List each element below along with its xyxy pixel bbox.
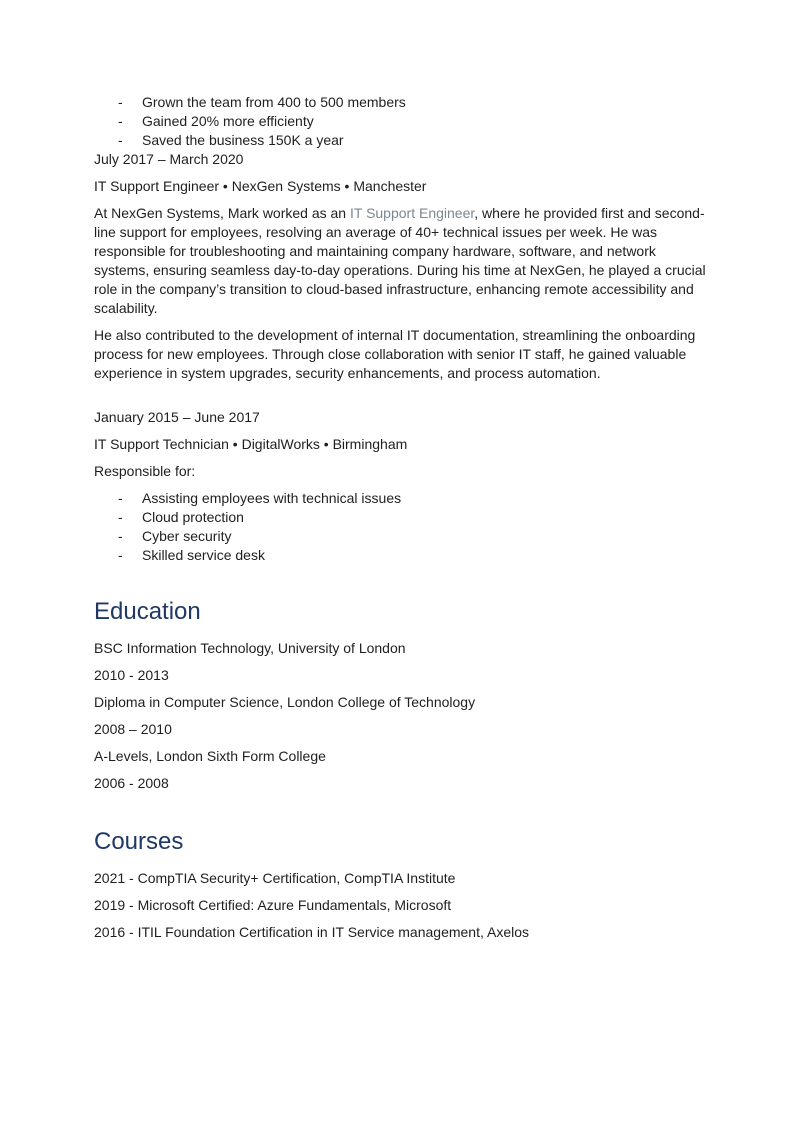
job-description-paragraph [94,204,706,318]
education-entry-dates: 2006 - 2008 [94,775,169,791]
list-item [94,93,706,112]
list-item [94,112,706,131]
list-item [94,131,706,150]
courses-heading: Courses [94,828,184,855]
education-entry-title: Diploma in Computer Science, London College of Technology [94,694,476,710]
duty-text: Skilled service desk [142,547,265,563]
list-item [94,546,706,565]
achievement-text: Gained 20% more efficienty [142,113,314,129]
education-heading: Education [94,598,201,625]
duty-text: Assisting employees with technical issues [142,490,402,506]
job-title-line: IT Support Engineer • NexGen Systems • Manchester [94,178,427,194]
job-dates: July 2017 – March 2020 [94,151,244,167]
job-entry-digitalworks [94,408,706,565]
duties-list [94,489,706,565]
education-section [94,597,706,793]
duty-text: Cyber security [142,528,232,544]
education-entry-dates: 2010 - 2013 [94,667,169,683]
achievement-list [94,93,706,150]
experience-section [94,93,706,565]
course-entry: 2019 - Microsoft Certified: Azure Fundamentals, Microsoft [94,897,452,913]
dash-bullet: - [118,113,123,129]
dash-bullet: - [118,528,123,544]
education-entry-dates: 2008 – 2010 [94,721,172,737]
dash-bullet: - [118,94,123,110]
duty-text: Cloud protection [142,509,244,525]
job-title-line: IT Support Technician • DigitalWorks • Birmingham [94,436,408,452]
education-entry-title: BSC Information Technology, University of London [94,640,406,656]
dash-bullet: - [118,547,123,563]
course-entry: 2016 - ITIL Foundation Certification in IT Service management, Axelos [94,924,530,940]
education-entry-title: A-Levels, London Sixth Form College [94,748,326,764]
dash-bullet: - [118,509,123,525]
highlighted-role-text: IT Support Engineer [349,205,475,221]
list-item [94,489,706,508]
dash-bullet: - [118,490,123,506]
courses-section [94,827,706,942]
achievement-text: Grown the team from 400 to 500 members [142,94,406,110]
job-dates: January 2015 – June 2017 [94,409,260,425]
course-entry: 2021 - CompTIA Security+ Certification, CompTIA Institute [94,870,456,886]
paragraph-text: , where he provided first and second-line support for employees, resolving an average of 40+ technical issues per week. He was responsible for troubleshooting and maintaining company hardware, software, and network systems, ensuring seamless day-to-day operations. During his time at NexGen, he played a crucial role in the company’s transition to cloud-based infrastructure, enhancing remote accessibility and scalability. [94,205,706,316]
job-description-paragraph: He also contributed to the development of internal IT documentation, streamlining the onboarding process for new employees. Through close collaboration with senior IT staff, he gained valuable experience in system upgrades, security enhancements, and process automation. [94,327,696,381]
paragraph-text: At NexGen Systems, Mark worked as an [94,205,350,221]
list-item [94,508,706,527]
list-item [94,527,706,546]
dash-bullet: - [118,132,123,148]
achievement-text: Saved the business 150K a year [142,132,344,148]
responsible-label: Responsible for: [94,463,196,479]
job-entry-nexgen [94,150,706,383]
